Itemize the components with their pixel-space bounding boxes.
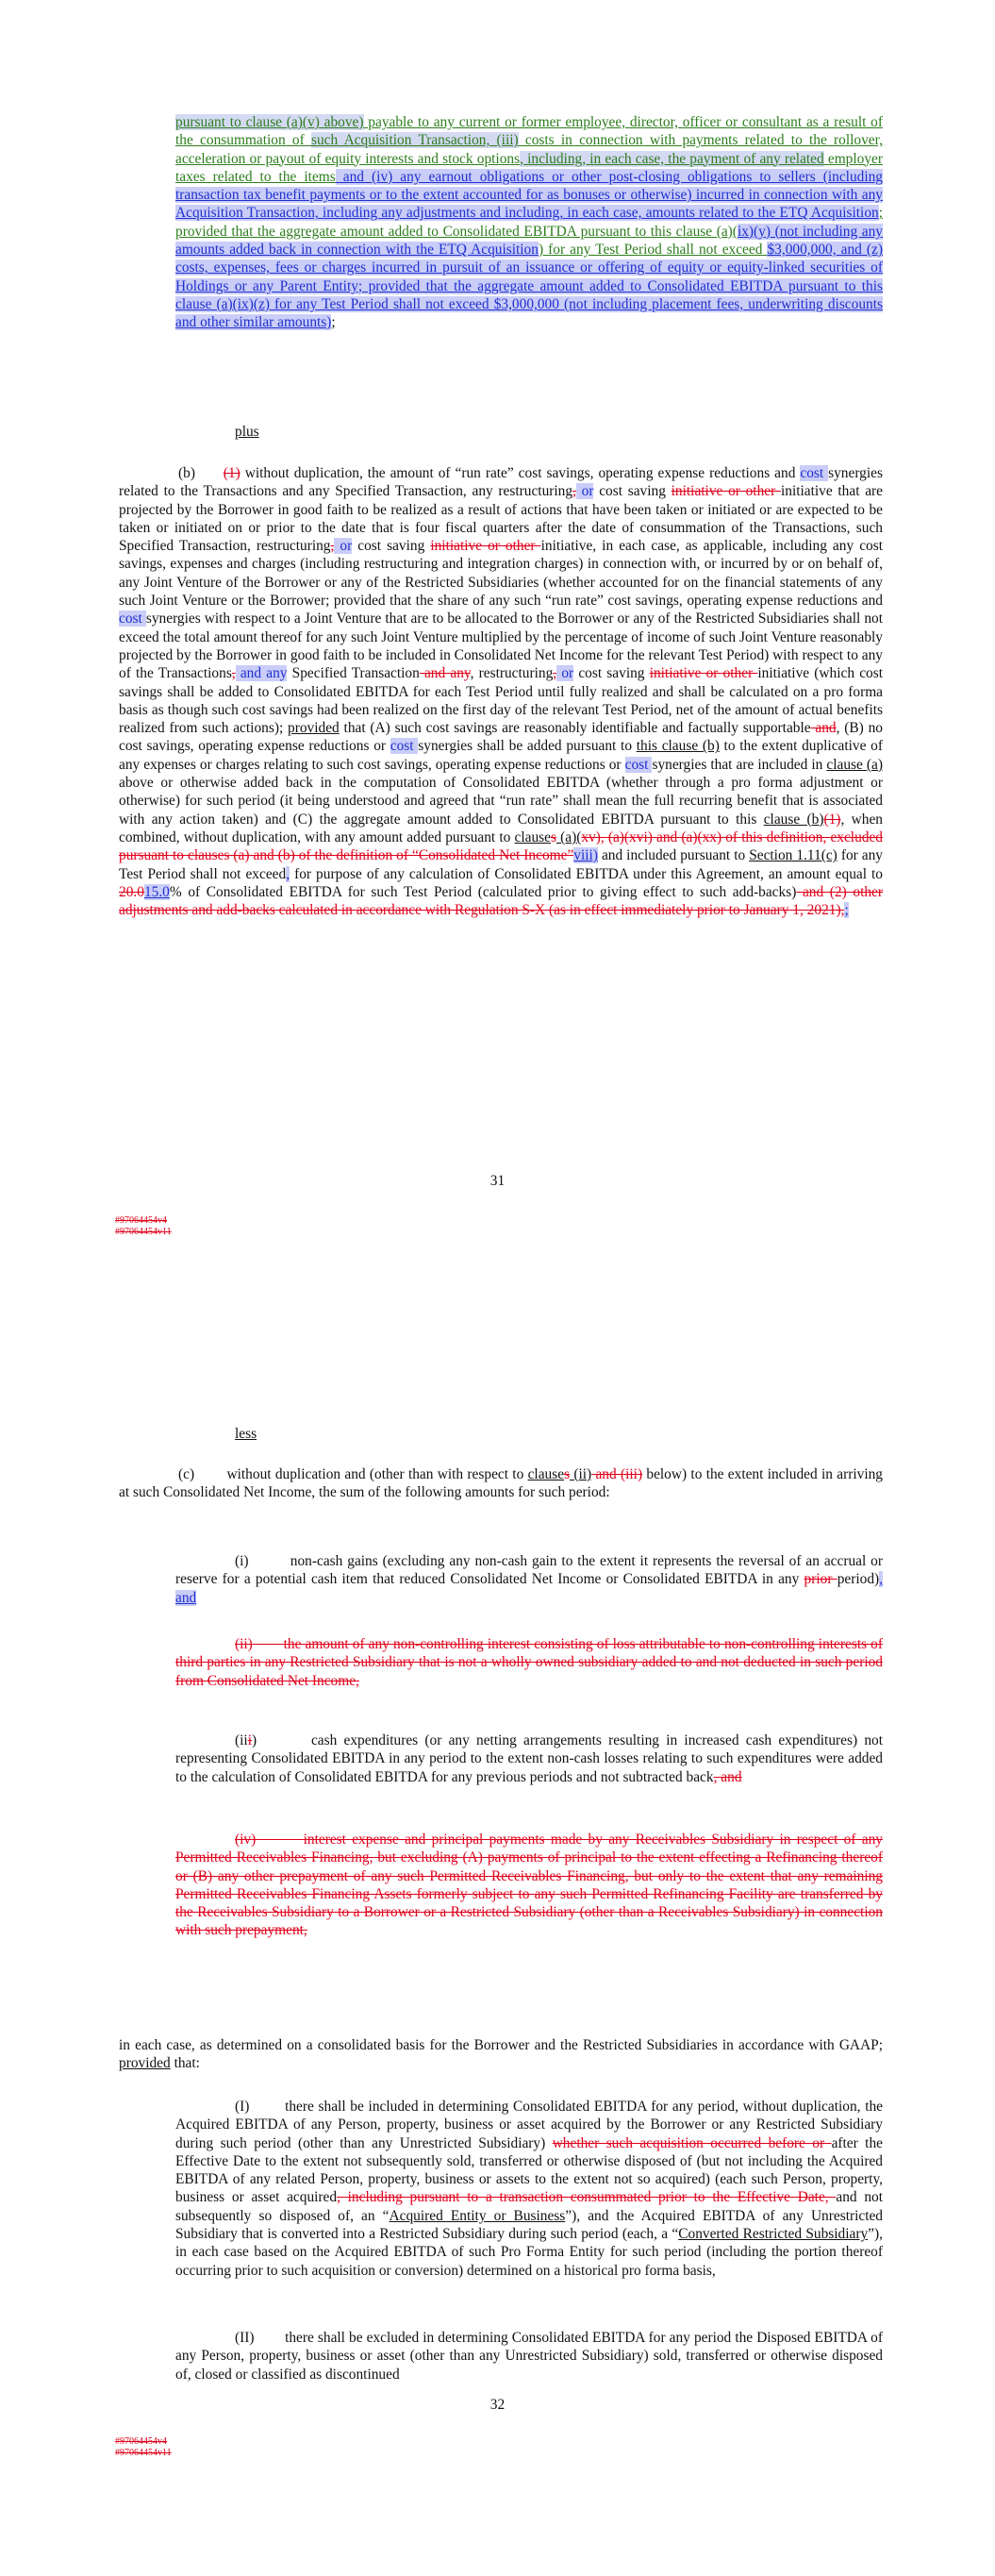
deleted-text: , [231, 665, 236, 682]
inserted-text: employer taxes related to the items [175, 150, 884, 185]
text-run: cost saving [352, 538, 431, 555]
deleted-text: s [564, 1466, 571, 1482]
text-run: without duplication, the amount of “run rate” cost savings, operating expense reductions and [240, 465, 801, 481]
cross-reference: (a)( [556, 828, 582, 845]
deleted-text: and (iii) [591, 1466, 643, 1482]
text-run: without duplication and (other than with respect to [226, 1466, 528, 1482]
defined-term: Acquired Entity or Business [389, 2207, 566, 2224]
text-run: synergies with respect to a Joint Venture that are to be allocated to the Borrower or any of the Restricted Subsidiaries shall not exceed the total amount thereof for any such Joint Venture multiplied by the percentage of income of such Joint Venture reasonably projected by the Borrower in good faith to be included in Consolidated Net Income for the relevant Test Period) with respect to any of the Transactions [119, 611, 884, 682]
subclause-label: (II) [235, 2330, 255, 2346]
footer-docid-new: #97064454v11 [115, 2448, 172, 2458]
footer-docid-new: #97064454v11 [115, 1227, 172, 1237]
cross-reference: clause (a) [826, 756, 884, 773]
deleted-text: (1) [223, 465, 240, 481]
deleted-text: interest expense and principal payments made by any Receivables Subsidiary in respect of any Permitted Receivables Financing, but excluding (A) payments of principal to the extent effecting a Refinancing thereof or (B) any other prepayment of any such Permitted Receivables Financing, but only to the extent that any remaining Permitted Receivables Financing Assets formerly subject to any such Permitted Refinancing Facility are transferred by the Receivables Subsidiary to a Borrower or a Restricted Subsidiary (other than a Receivables Subsidiary) in connection with such prepayment, [175, 1832, 883, 1939]
defined-term: Converted Restricted Subsidiary [678, 2226, 869, 2243]
plus-connector: plus [235, 424, 259, 440]
deleted-text: , [330, 538, 335, 555]
subclause-label: ) [251, 1732, 257, 1748]
text-run: in each case, as determined on a consolidated basis for the Borrower and the Restricted Subsidiaries in accordance with GAAP; [119, 2037, 883, 2053]
punctuation: ; [331, 314, 336, 331]
text-run: non-cash gains (excluding any non-cash gain to the extent it represents the reversal of an accrual or reserve for a potential cash item that reduced Consolidated Net Income or Consolidated EBITDA in any [175, 1553, 883, 1588]
inserted-text: cost [119, 611, 146, 627]
highlight-span: pursuant to clause (a)(v) above) [175, 114, 364, 130]
text-run: cost saving [573, 665, 650, 682]
deleted-text: , and [713, 1768, 742, 1785]
deleted-text: and (2) other adjustments and add-backs calculated in accordance with Regulation S-X (as in effect immediately prior to January 1, 2021), [119, 883, 883, 919]
subclause-iii [175, 1731, 883, 1786]
text-run: cash expenditures (or any netting arrangements resulting in increased cash expenditures) not representing Consolidated EBITDA in any period to the extent non-cash losses relating to such expenditures were added to the calculation of Consolidated EBITDA for any previous periods and not subtracted back [175, 1732, 883, 1785]
highlight-span: and (iv) any earnout obligations or other post-closing obligations to sellers (including transaction tax benefit payments or to the extent accounted for as bonuses or otherwise) incurred in connection with any Acquisition Transaction, including any adjustments and including, in each case, amounts related to the ETQ Acquisition [175, 168, 883, 222]
text-run: ”), in each case based on the Acquired EBITDA of such Pro Forma Entity for such period (including the portion thereof occurring prior to such acquisition or conversion) determined on a historical pro forma basis, [175, 2226, 883, 2279]
cross-reference: clause (b) [763, 811, 824, 828]
text-run: and included pursuant to [597, 847, 750, 864]
text-run: , when combined, without duplication, with any amount added pursuant to [119, 811, 883, 845]
deleted-text: i [247, 1732, 252, 1748]
text-run: for purpose of any calculation of Consolidated EBITDA under this Agreement, an amount equal to [290, 865, 883, 882]
text-run: above or otherwise added back in the computation of Consolidated EBITDA (whether through a pro forma adjustment or otherwise) for such period (it being understood and agreed that “run rate” shall mean the full recurring benefit that is associated with any action taken) and (C) the aggregate amount added to Consolidated EBITDA pursuant to this [119, 775, 883, 828]
inserted-text: cost [800, 465, 829, 481]
deleted-text: , [553, 665, 557, 682]
text-run: for any Test Period shall not exceed [119, 847, 883, 882]
text-run: there shall be excluded in determining Consolidated EBITDA for any period the Disposed EBITDA of any Person, property, business or asset (other than any Unrestricted Subsidiary) sold, transferred or otherwise disposed of, closed or classified as discontinued [175, 2330, 884, 2383]
deleted-text: , including pursuant to a transaction consummated prior to the Effective Date, [337, 2189, 837, 2206]
deleted-text: and any [419, 665, 471, 682]
footer-docid-old: #97064454v4 [115, 1215, 167, 1226]
less-connector: less [235, 1426, 257, 1442]
text-run: and not subsequently so disposed of, an “ [175, 2189, 883, 2224]
defined-term: provided [119, 2055, 171, 2072]
text-run: , (B) no cost savings, operating expense reductions or [119, 720, 883, 755]
text-run: after the Effective Date to the extent not subsequently sold, transferred or otherwise disposed of (but not including the Acquired EBITDA of any related Person, property, business or assets to the extent not so acquired) (each such Person, property, business or asset acquired [175, 2134, 883, 2206]
text-run: synergies related to the Transactions and any Specified Transaction, any restructuring [119, 465, 883, 500]
clause-b-label: (b) [178, 465, 195, 481]
highlight-span: ix)(y) (not including any amounts added back in connection with the ETQ Acquisition [175, 223, 883, 259]
highlight-span: , including, in each case, the payment of any related [520, 150, 824, 167]
highlight-span: $3,000,000, and (z) costs, expenses, fees or charges incurred in pursuit of an issuance or offering of equity or equity-linked securities of Holdings or any Parent Entity; provided that the aggregate amount added to Consolidated EBITDA pursuant to this clause (a)(ix)(z) for any Test Period shall not exceed $3,000,000 (not including placement fees, underwriting discounts and other similar amounts) [175, 242, 883, 331]
subclause-label: (i) [235, 1553, 249, 1569]
text-run: there shall be included in determining Consolidated EBITDA for any period, without duplication, the Acquired EBITDA of any Person, property, business or asset acquired by the Borrower or any Restricted Subsidiary during such period (other than any Unrestricted Subsidiary) [175, 2099, 884, 2151]
inserted-text: , [286, 865, 290, 882]
cross-reference: (ii) [570, 1466, 592, 1482]
deleted-text: prior [804, 1571, 837, 1588]
inserted-text: , and [175, 1571, 884, 1606]
deleted-text: initiative or other [649, 665, 758, 682]
cross-reference: Section 1.11(c) [749, 847, 837, 864]
cross-reference: clause [527, 1466, 565, 1482]
proviso-paragraph [119, 2036, 883, 2073]
deleted-text: 20.0 [119, 883, 144, 900]
page-32 [0, 1316, 995, 2576]
footer-docid-old: #97064454v4 [115, 2436, 167, 2447]
proviso-I [175, 2098, 883, 2280]
inserted-text: ) for any Test Period shall not exceed [538, 242, 768, 259]
deleted-text: the amount of any non-controlling interest consisting of loss attributable to non-controlling interests of third parties in any Restricted Subsidiary that is not a wholly owned subsidiary added to and not deducted in such period from Consolidated Net Income, [175, 1636, 884, 1689]
text-run: below) to the extent included in arriving at such Consolidated Net Income, the sum of the following amounts for such period: [119, 1466, 883, 1501]
highlight-span: such Acquisition Transaction, (iii) [310, 132, 519, 149]
text-run: synergies shall be added pursuant to [418, 738, 637, 755]
clause-c-paragraph [119, 1465, 883, 1502]
clause-c-label: (c) [178, 1466, 195, 1482]
deleted-text: and [810, 720, 837, 737]
clause-b-paragraph [119, 464, 883, 919]
carryover-paragraph [175, 113, 883, 332]
text-run: that (A) such cost savings are reasonably identifiable and factually supportable [339, 720, 811, 737]
defined-term: provided [288, 720, 340, 737]
text-run: period) [837, 1571, 880, 1588]
subclause-label: (ii [235, 1732, 248, 1748]
proviso-II [175, 2329, 883, 2384]
inserted-text: 15.0 [143, 883, 170, 900]
inserted-text: viii) [573, 847, 598, 864]
text-run: that: [170, 2055, 200, 2072]
inserted-text: or [575, 483, 594, 500]
inserted-text: cost [390, 738, 419, 755]
inserted-text: or [334, 538, 353, 555]
deleted-text: xv), (a)(xvi) and (a)(xx) of this definition, excluded pursuant to clauses (a) and (b) of the definition of “Consolidated Net Income” [119, 828, 883, 864]
deleted-text: initiative or other [430, 538, 541, 555]
cross-reference: clause [514, 828, 551, 845]
text-run: cost saving [593, 483, 672, 500]
deleted-text: (1) [823, 811, 841, 828]
text-run: Specified Transaction [287, 665, 420, 682]
text-run: synergies that are included in [652, 756, 827, 773]
subclause-iv-deleted [175, 1831, 883, 1940]
subclause-label: (I) [235, 2099, 250, 2115]
text-run: initiative (which cost savings shall be added to Consolidated EBITDA for each Test Period until fully realized and shall be calculated on a pro forma basis as though such cost savings had been realized on the first day of the relevant Test Period, net of the amount of actual benefits realized from such actions); [119, 665, 883, 737]
text-run: initiative that are projected by the Borrower in good faith to be realized as a result of actions that have been taken or initiated or are expected to be taken or initiated on or prior to the date that is four fiscal quarters after the date of consummation of the Transactions, such Specified Transaction, restructuring [119, 483, 883, 555]
text-run: % of Consolidated EBITDA for such Test Period (calculated prior to giving effect to such add-backs) [169, 883, 797, 900]
subclause-ii-deleted [175, 1635, 883, 1690]
subclause-label: (iv) [235, 1832, 257, 1848]
deleted-text: whether such acquisition occurred before or [552, 2134, 832, 2151]
inserted-text: costs in connection with payments related to the rollover, acceleration or payout of equity interests and stock options [175, 132, 883, 167]
inserted-text: ; [844, 902, 849, 919]
page-number: 32 [489, 2397, 506, 2413]
deleted-text: , [572, 483, 576, 500]
inserted-text: cost [624, 756, 653, 773]
inserted-text: or [556, 665, 574, 682]
inserted-text: and any [235, 665, 288, 682]
text-run: to the extent duplicative of any expenses or charges relating to such cost savings, operating expense reductions or [119, 738, 883, 773]
text-run: ”), and the Acquired EBITDA of any Unrestricted Subsidiary that is converted into a Restricted Subsidiary during such period (each, a “ [175, 2207, 884, 2243]
page-number: 31 [489, 1173, 506, 1189]
inserted-text: payable to any current or former employee, director, officer or consultant as a result of the consummation of [175, 114, 883, 149]
text-run: initiative, in each case, as applicable, including any cost savings, expenses and charges (including restructuring and integration charges) in connection with, or incurred by or on behalf of, any Joint Venture of the Borrower or any of the Restricted Subsidiaries (whether accounted for on the financial statements of any such Joint Venture or the Borrower; provided that the share of any such “run rate” cost savings, operating expense reductions and [119, 538, 883, 610]
deleted-text: initiative or other [671, 483, 781, 500]
subclause-label: (ii) [235, 1636, 253, 1652]
cross-reference: this clause (b) [636, 738, 720, 755]
deleted-text: s [550, 828, 556, 845]
subclause-i [175, 1552, 883, 1607]
inserted-text: ; provided that the aggregate amount added to Consolidated EBITDA pursuant to this clause (a)( [175, 205, 883, 240]
text-run: , restructuring [470, 665, 554, 682]
